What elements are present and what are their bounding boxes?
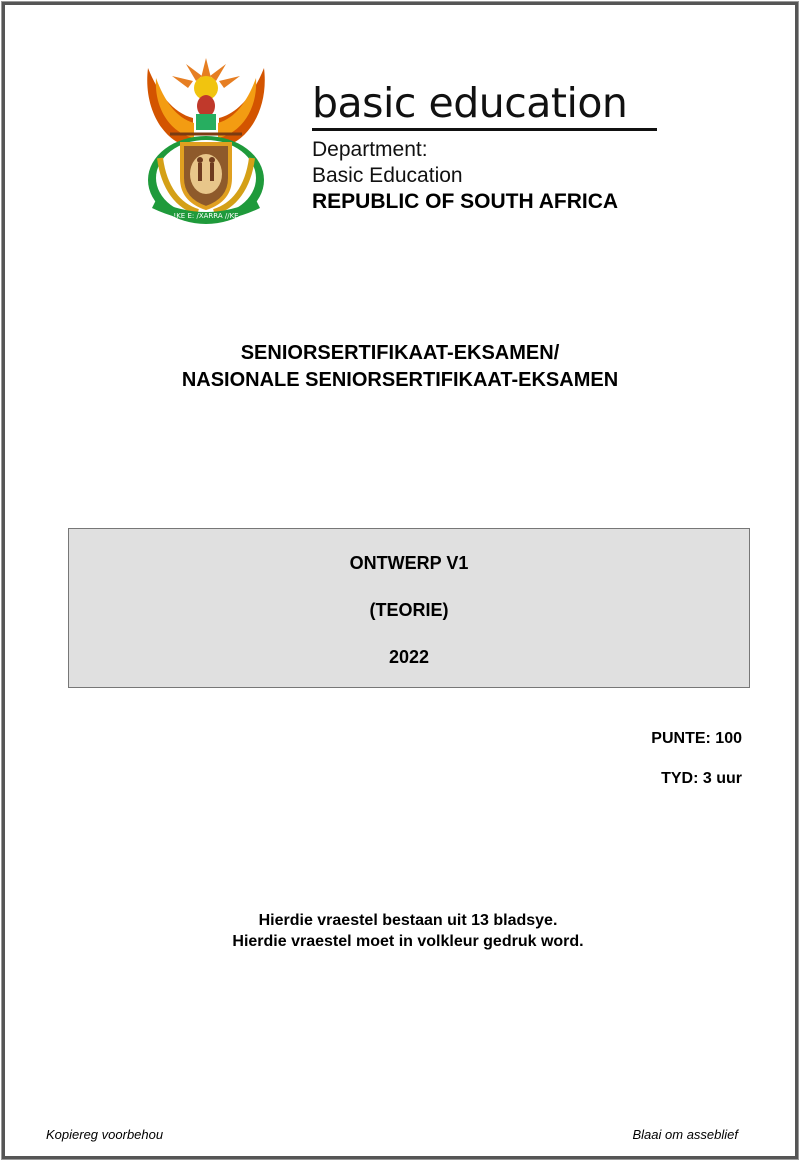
exam-title-line-1: SENIORSERTIFIKAAT-EKSAMEN/ <box>240 342 560 364</box>
header <box>138 48 668 228</box>
department-name: basic education <box>312 79 628 127</box>
department-block <box>312 80 662 215</box>
exam-year: 2022 <box>388 647 430 667</box>
country-name: REPUBLIC OF SOUTH AFRICA <box>312 190 619 213</box>
paper-notice <box>0 910 800 952</box>
department-label: Department: <box>312 138 428 161</box>
department-title: Basic Education <box>312 164 463 187</box>
exam-title <box>0 340 800 394</box>
notice-line-2: Hierdie vraestel moet in volkleur gedruk word. <box>232 933 584 950</box>
time-label: TYD: 3 uur <box>661 770 742 787</box>
svg-text:!KE E: /XARRA //KE: !KE E: /XARRA //KE <box>173 212 239 220</box>
marks-label: PUNTE: 100 <box>651 730 742 747</box>
notice-line-1: Hierdie vraestel bestaan uit 13 bladsye. <box>258 912 558 929</box>
coat-of-arms-logo <box>138 48 274 226</box>
paper-type: (TEORIE) <box>369 600 449 620</box>
exam-title-line-2: NASIONALE SENIORSERTIFIKAAT-EKSAMEN <box>181 369 619 391</box>
divider <box>312 128 657 131</box>
footer-turn-over: Blaai om asseblief <box>632 1127 738 1142</box>
footer-copyright: Kopiereg voorbehou <box>46 1127 164 1142</box>
subject-name: ONTWERP V1 <box>349 553 469 573</box>
subject-box <box>68 528 750 688</box>
